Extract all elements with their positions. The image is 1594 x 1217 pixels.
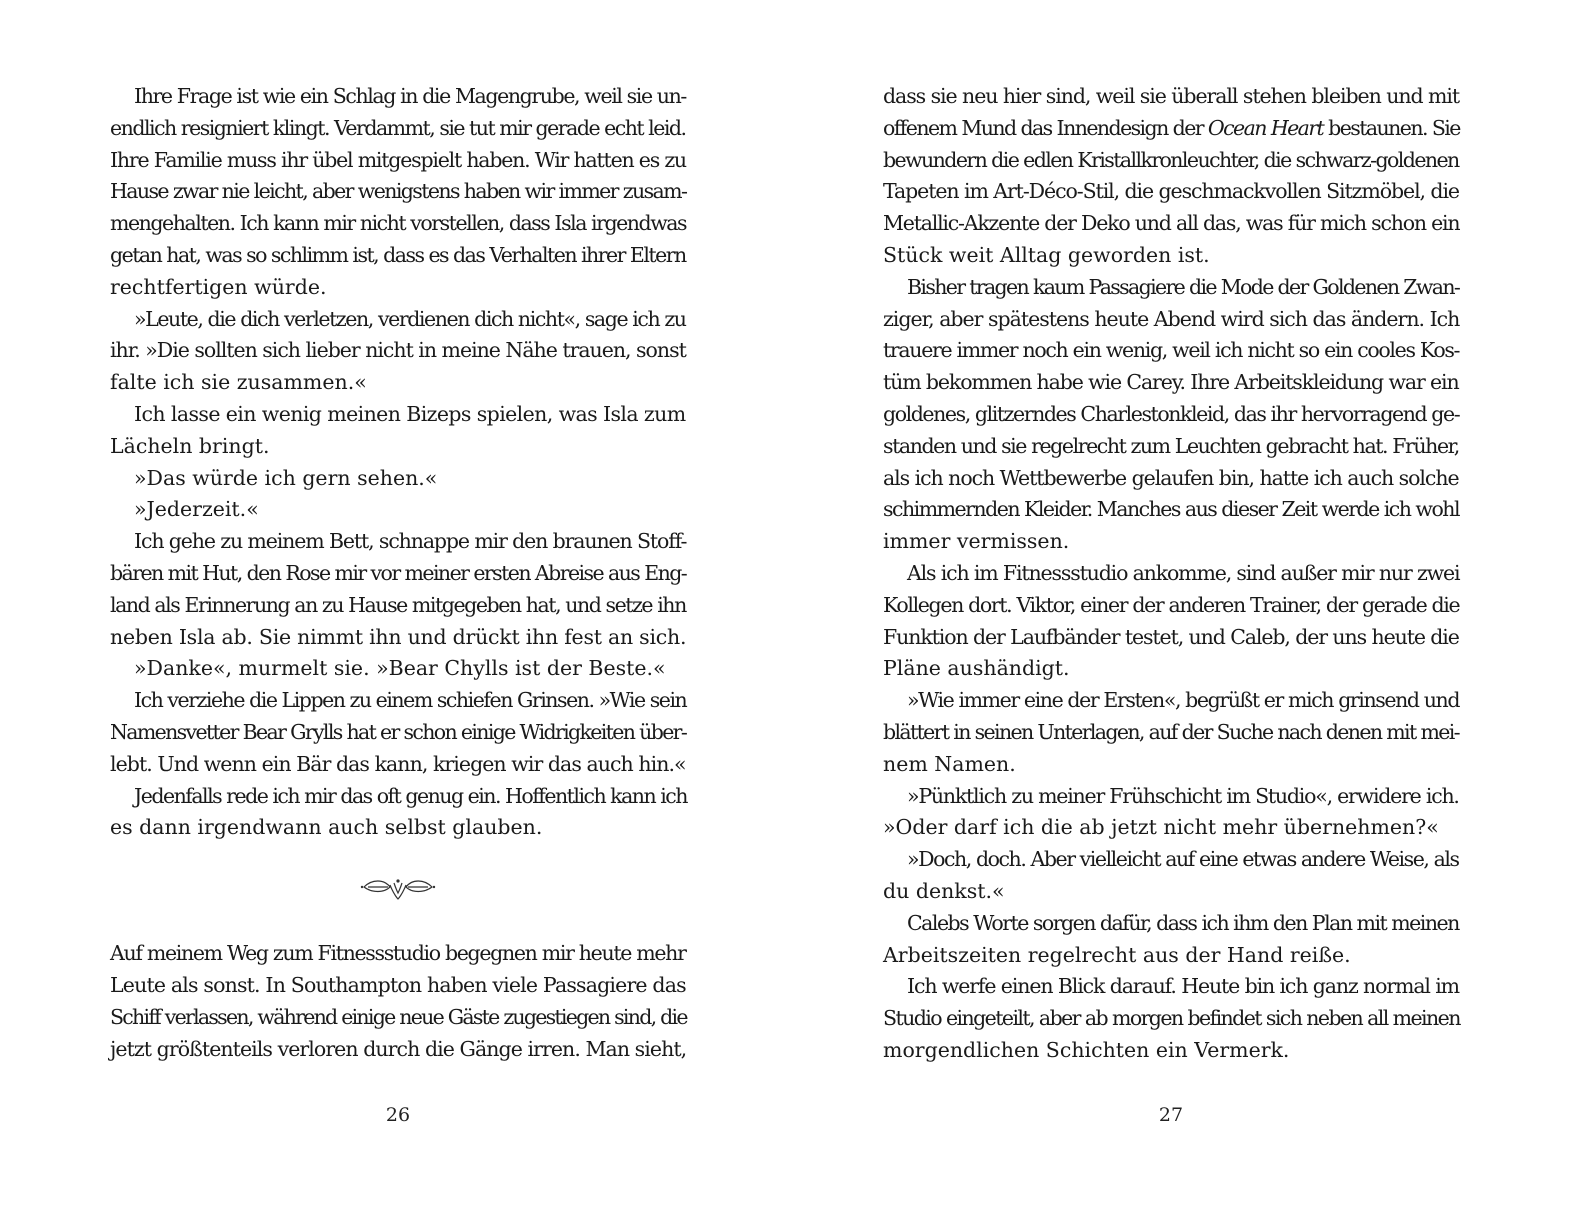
text-line: ihr. »Die sollten sich lieber nicht in meine Nähe trauen, sonst xyxy=(110,338,686,363)
text-line: Ich lasse ein wenig meinen Bizeps spielen, was Isla zum xyxy=(134,401,686,426)
text-line: du denkst.« xyxy=(883,878,1005,903)
text-line: Ich werfe einen Blick darauf. Heute bin ich ganz normal im xyxy=(907,974,1460,999)
paragraph xyxy=(883,971,1459,1066)
text-line: Als ich im Fitnessstudio ankomme, sind außer mir nur zwei xyxy=(907,560,1460,585)
text-line: Calebs Worte sorgen dafür, dass ich ihm den Plan mit meinen xyxy=(907,910,1459,935)
text-line: goldenes, glitzerndes Charlestonkleid, das ihr hervorragend ge- xyxy=(883,401,1460,426)
text-line: Jedenfalls rede ich mir das oft genug ein. Hoffentlich kann ich xyxy=(134,783,687,808)
paragraph xyxy=(110,81,686,304)
text-line: getan hat, was so schlimm ist, dass es das Verhalten ihrer Eltern xyxy=(110,242,686,267)
text-line: als ich noch Wettbewerbe gelaufen bin, hatte ich auch solche xyxy=(883,465,1459,490)
paragraph xyxy=(883,908,1459,972)
paragraph xyxy=(883,685,1459,780)
text-line: immer vermissen. xyxy=(883,529,1070,554)
text-line: Ich verziehe die Lippen zu einem schiefen Grinsen. »Wie sein xyxy=(134,688,687,713)
text-line: mengehalten. Ich kann mir nicht vorstellen, dass Isla irgendwas xyxy=(110,211,687,236)
text-line: jetzt größtenteils verloren durch die Gänge irren. Man sieht, xyxy=(110,1036,687,1061)
paragraph xyxy=(110,526,686,653)
text-line: bären mit Hut, den Rose mir vor meiner ersten Abreise aus Eng- xyxy=(110,560,687,585)
text-line: »Danke«, murmelt sie. »Bear Chylls ist der Beste.« xyxy=(134,656,666,681)
ship-name: Ocean Heart xyxy=(1207,115,1324,140)
text-line: nem Namen. xyxy=(883,751,1016,776)
paragraph xyxy=(110,494,686,526)
text-line: Namensvetter Bear Grylls hat er schon einige Widrigkeiten über- xyxy=(110,719,687,744)
text-line: trauere immer noch ein wenig, weil ich nicht so ein cooles Kos- xyxy=(883,338,1460,363)
text-line: dass sie neu hier sind, weil sie überall stehen bleiben und mit xyxy=(883,84,1460,108)
text-line: schimmernden Kleider. Manches aus dieser Zeit werde ich wohl xyxy=(883,497,1459,522)
left-page-text-before-break xyxy=(110,81,686,844)
text-line: falte ich sie zusammen.« xyxy=(110,370,367,395)
text-line: Ihre Frage ist wie ein Schlag in die Magengrube, weil sie un- xyxy=(134,84,686,108)
text-line: Tapeten im Art-Déco-Stil, die geschmackvollen Sitzmöbel, die xyxy=(883,179,1459,204)
text-line: »Pünktlich zu meiner Frühschicht im Studio«, erwidere ich. xyxy=(907,783,1459,808)
page-number-right: 27 xyxy=(1158,1104,1184,1126)
text-line: rechtfertigen würde. xyxy=(110,274,327,299)
text-line: Schiff verlassen, während einige neue Gäste zugestiegen sind, die xyxy=(110,1004,687,1029)
text-line: Auf meinem Weg zum Fitnessstudio begegnen mir heute mehr xyxy=(110,941,686,966)
text-line: »Wie immer eine der Ersten«, begrüßt er mich grinsend und xyxy=(907,688,1460,713)
text-line: Metallic-Akzente der Deko und all das, was für mich schon ein xyxy=(883,211,1460,236)
text-line: Lächeln bringt. xyxy=(110,433,270,458)
paragraph xyxy=(110,399,686,463)
paragraph xyxy=(110,463,686,495)
text-line: neben Isla ab. Sie nimmt ihn und drückt ihn fest an sich. xyxy=(110,624,687,649)
paragraph xyxy=(883,844,1459,908)
text-line: Studio eingeteilt, aber ab morgen befindet sich neben all meinen xyxy=(883,1006,1460,1031)
text-line: Bisher tragen kaum Passagiere die Mode der Goldenen Zwan- xyxy=(907,274,1460,299)
text-line: Kollegen dort. Viktor, einer der anderen Trainer, der gerade die xyxy=(883,592,1460,617)
text-line: Leute als sonst. In Southampton haben viele Passagiere das xyxy=(110,972,686,997)
paragraph xyxy=(110,304,686,399)
paragraph xyxy=(110,685,686,780)
text-line: »Oder darf ich die ab jetzt nicht mehr übernehmen?« xyxy=(883,815,1439,840)
text-line: ziger, aber spätestens heute Abend wird sich das ändern. Ich xyxy=(883,306,1460,331)
text-line: Hause zwar nie leicht, aber wenigstens haben wir immer zusam- xyxy=(110,179,687,204)
text-fragment: bestaunen. Sie xyxy=(1323,115,1460,140)
text-line: Ihre Familie muss ihr übel mitgespielt haben. Wir hatten es zu xyxy=(110,147,686,172)
text-line: »Das würde ich gern sehen.« xyxy=(134,465,438,490)
text-line: es dann irgendwann auch selbst glauben. xyxy=(110,815,543,840)
paragraph xyxy=(883,558,1459,685)
right-page xyxy=(883,81,1459,1067)
text-line xyxy=(883,113,1459,145)
text-line: »Doch, doch. Aber vielleicht auf eine etwas andere Weise, als xyxy=(907,847,1459,872)
page-number-left: 26 xyxy=(385,1104,411,1126)
left-page xyxy=(110,81,686,1065)
text-line: morgendlichen Schichten ein Vermerk. xyxy=(883,1037,1290,1062)
left-page-text-after-break xyxy=(110,938,686,1065)
paragraph xyxy=(110,938,686,1065)
text-line: Pläne aushändigt. xyxy=(883,656,1070,681)
text-line: land als Erinnerung an zu Hause mitgegeben hat, und setze ihn xyxy=(110,592,686,617)
paragraph xyxy=(883,81,1459,272)
text-line: Stück weit Alltag geworden ist. xyxy=(883,242,1210,267)
text-line: »Jederzeit.« xyxy=(134,497,259,522)
text-line: blättert in seinen Unterlagen, auf der Suche nach denen mit mei- xyxy=(883,719,1459,744)
text-line: Arbeitszeiten regelrecht aus der Hand reiße. xyxy=(883,942,1351,967)
text-line: »Leute, die dich verletzen, verdienen dich nicht«, sage ich zu xyxy=(134,306,686,331)
scene-break-ornament-icon xyxy=(360,873,436,903)
text-line: lebt. Und wenn ein Bär das kann, kriegen wir das auch hin.« xyxy=(110,751,686,776)
text-line: standen und sie regelrecht zum Leuchten gebracht hat. Früher, xyxy=(883,433,1459,458)
text-line: bewundern die edlen Kristallkronleuchter, die schwarz-goldenen xyxy=(883,147,1459,172)
paragraph xyxy=(883,781,1459,845)
text-line: Funktion der Laufbänder testet, und Caleb, der uns heute die xyxy=(883,624,1459,649)
paragraph xyxy=(110,781,686,845)
text-line: endlich resigniert klingt. Verdammt, sie tut mir gerade echt leid. xyxy=(110,115,686,140)
text-line: tüm bekommen habe wie Carey. Ihre Arbeitskleidung war ein xyxy=(883,370,1459,395)
paragraph xyxy=(110,653,686,685)
text-line: Ich gehe zu meinem Bett, schnappe mir den braunen Stoff- xyxy=(134,529,687,554)
text-fragment: offenem Mund das Innendesign der xyxy=(883,115,1208,140)
paragraph xyxy=(883,272,1459,558)
